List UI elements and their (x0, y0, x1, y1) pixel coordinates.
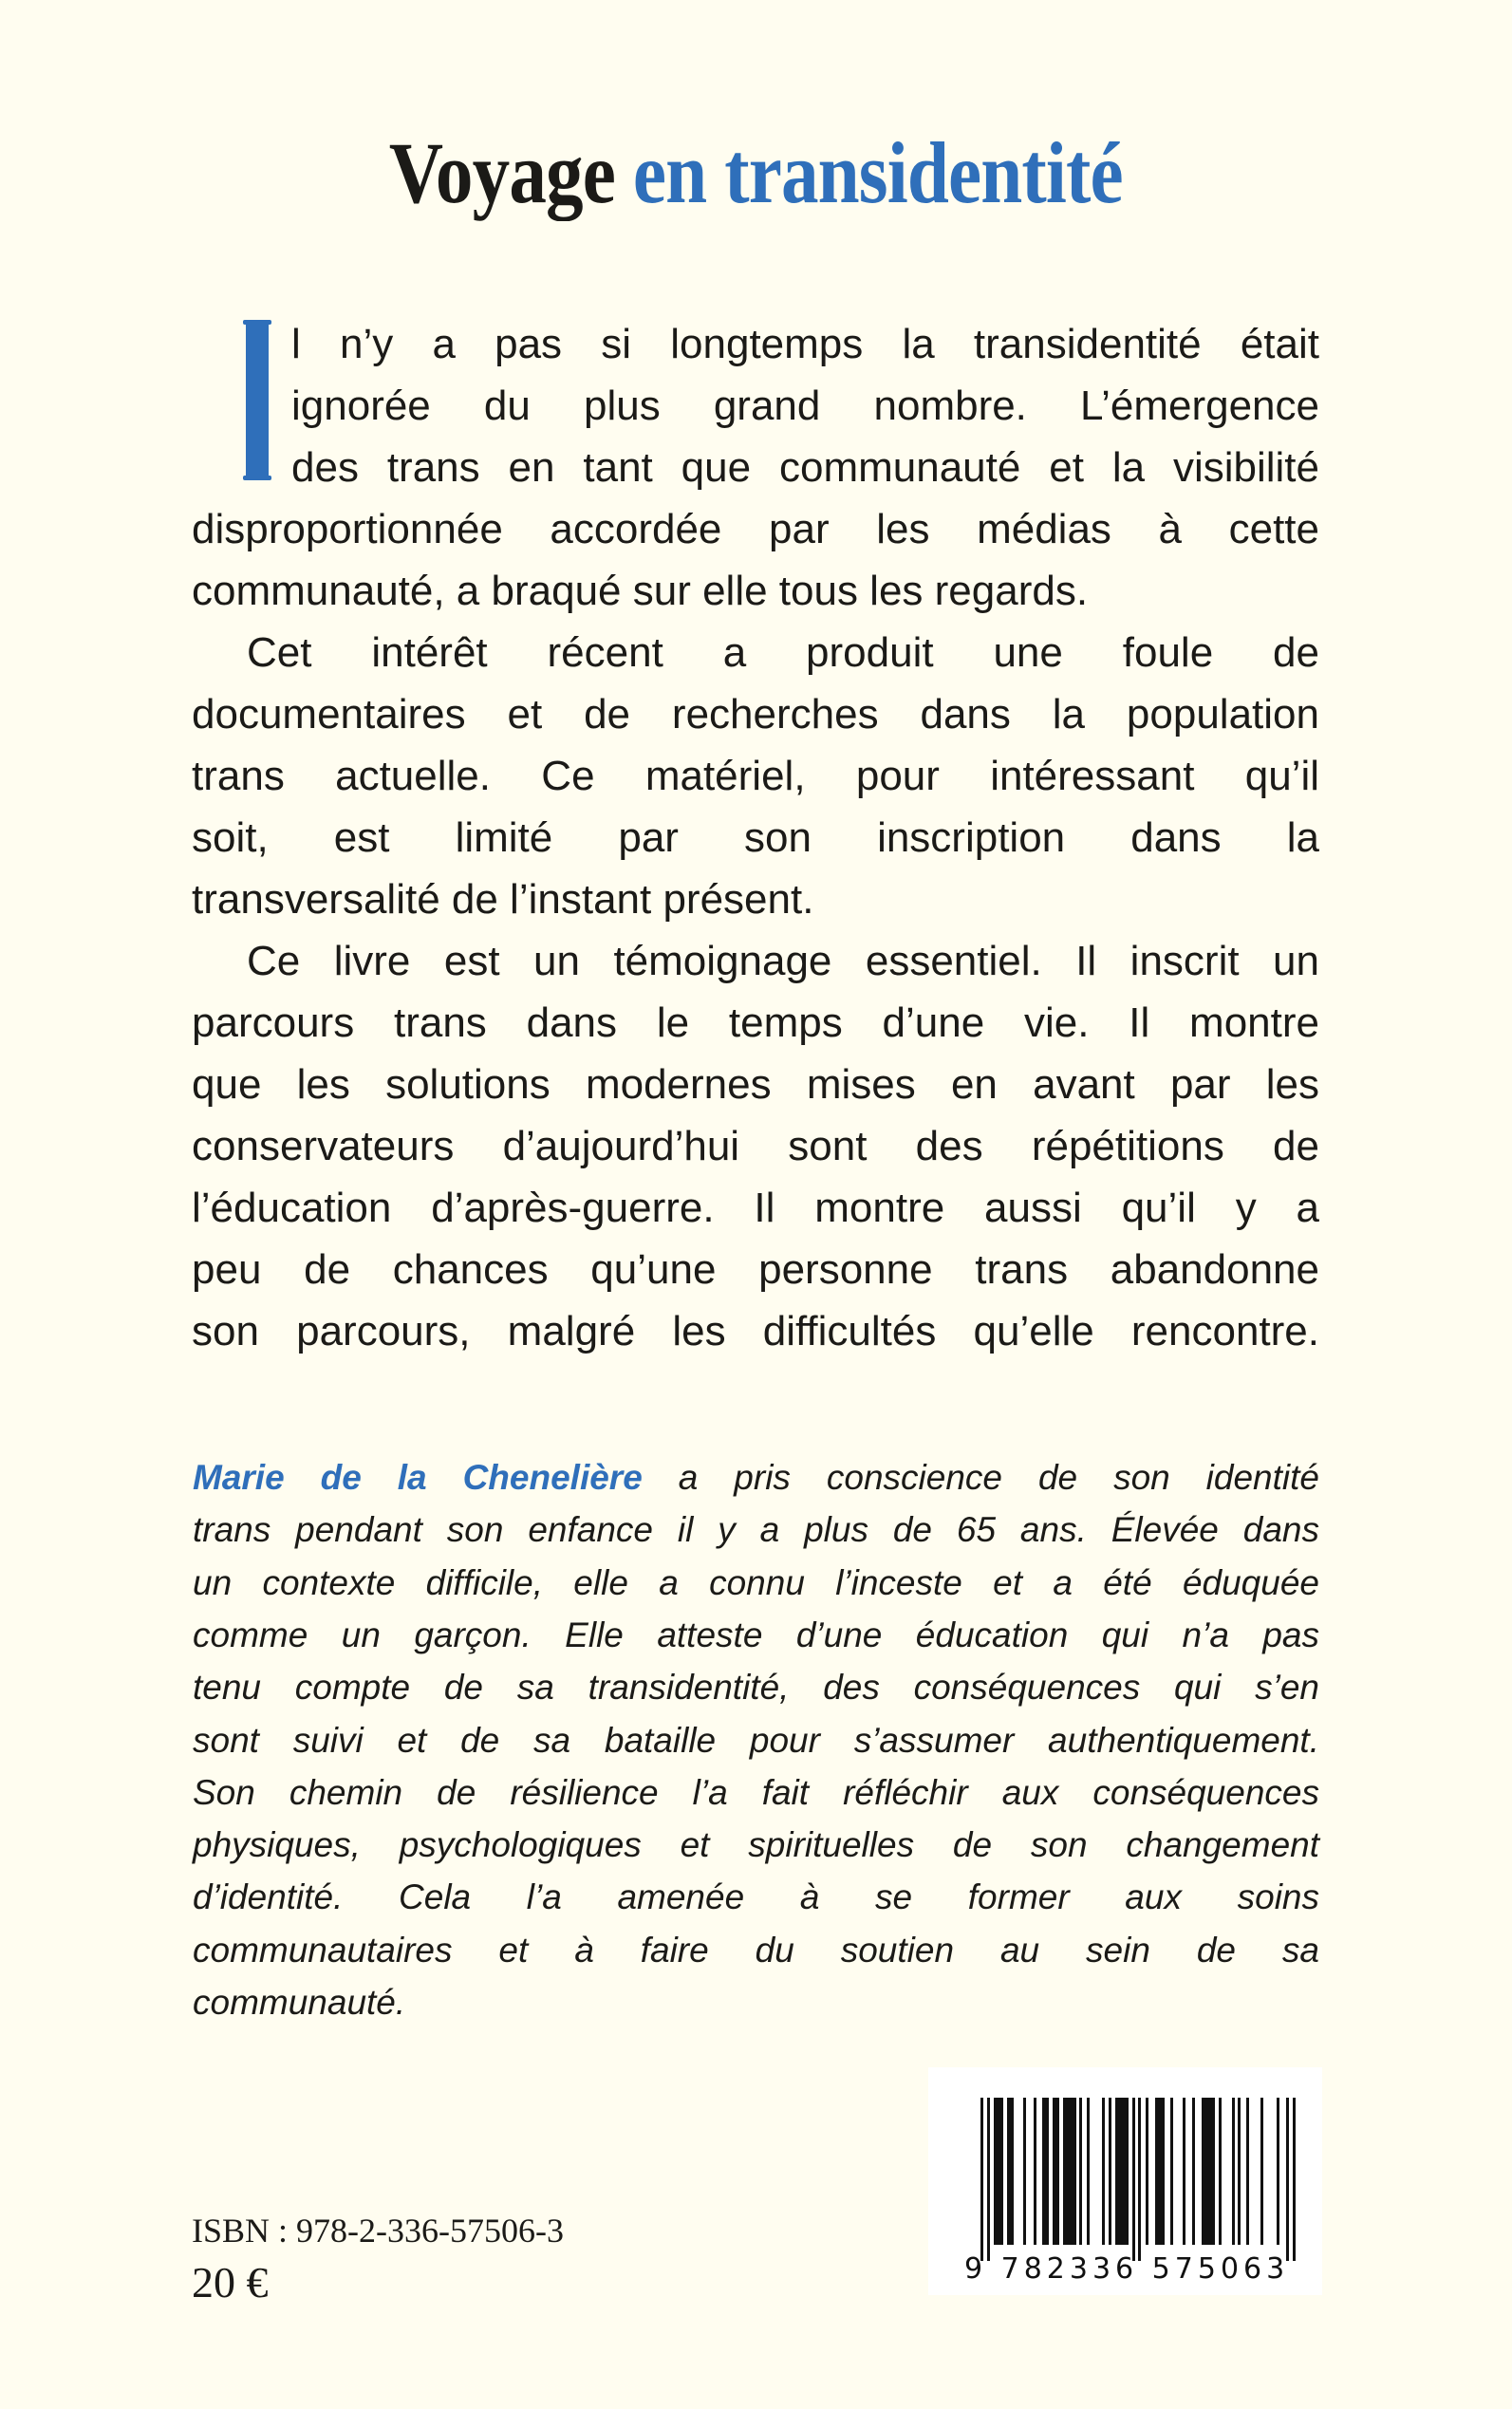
book-title (0, 125, 1512, 220)
bio-line: communauté. (193, 1983, 406, 2022)
bio-line: un contexte difficile, elle a connu l’inceste et a été éduquée (193, 1563, 1319, 1602)
blurb-line: Cet intérêt récent a produit une foule de (247, 629, 1319, 676)
blurb-line: transversalité de l’instant présent. (192, 876, 814, 923)
barcode (928, 2067, 1322, 2295)
price-text: 20 € (192, 2258, 269, 2306)
blurb-line: trans actuelle. Ce matériel, pour intéressant qu’il (192, 753, 1319, 799)
title-part-transidentite: en transidentité (633, 124, 1123, 221)
isbn-text: ISBN : 978-2-336-57506-3 (192, 2212, 564, 2250)
blurb-line: l n’y a pas si longtemps la transidentité était (291, 321, 1319, 367)
bio-line: sont suivi et de sa bataille pour s’assumer authentiquement. (193, 1721, 1319, 1760)
bio-line: Son chemin de résilience l’a fait réfléchir aux conséquences (193, 1773, 1319, 1812)
bio-line: comme un garçon. Elle atteste d’une éducation qui n’a pas (193, 1615, 1319, 1654)
author-name: Marie de la Chenelière (193, 1458, 643, 1497)
bio-line: physiques, psychologiques et spirituelles de son changement (193, 1825, 1319, 1864)
blurb-line: que les solutions modernes mises en avant par les (192, 1061, 1319, 1108)
bio-line: tenu compte de sa transidentité, des conséquences qui s’en (193, 1668, 1319, 1707)
blurb-line: peu de chances qu’une personne trans abandonne (192, 1246, 1319, 1293)
bio-line: trans pendant son enfance il y a plus de 65 ans. Élevée dans (193, 1510, 1319, 1549)
bio-first-line-text: a pris conscience de son identité (678, 1458, 1319, 1497)
drop-cap-i (246, 321, 269, 479)
blurb-line: ignorée du plus grand nombre. L’émergence (291, 383, 1319, 429)
blurb-line: documentaires et de recherches dans la population (192, 691, 1319, 738)
blurb-line: des trans en tant que communauté et la visibilité (291, 444, 1319, 491)
blurb-line: l’éducation d’après-guerre. Il montre aussi qu’il y a (192, 1185, 1319, 1231)
blurb-line: conservateurs d’aujourd’hui sont des répétitions de (192, 1123, 1319, 1169)
title-part-voyage: Voyage (389, 124, 616, 221)
blurb-line: son parcours, malgré les difficultés qu’elle rencontre. (192, 1308, 1319, 1354)
bio-line-first (193, 1457, 1319, 1499)
blurb-line: communauté, a braqué sur elle tous les regards. (192, 568, 1089, 614)
blurb-line: disproportionnée accordée par les médias à cette (192, 506, 1319, 552)
blurb-line: Ce livre est un témoignage essentiel. Il inscrit un (247, 938, 1319, 984)
blurb-line: soit, est limité par son inscription dans la (192, 814, 1319, 861)
barcode-bars-icon (980, 2098, 1296, 2261)
barcode-digits: 9 782336 575063 (964, 2252, 1290, 2286)
bio-line: d’identité. Cela l’a amenée à se former aux soins (193, 1877, 1319, 1916)
blurb-line: parcours trans dans le temps d’une vie. Il montre (192, 999, 1319, 1046)
bio-line: communautaires et à faire du soutien au sein de sa (193, 1931, 1319, 1970)
